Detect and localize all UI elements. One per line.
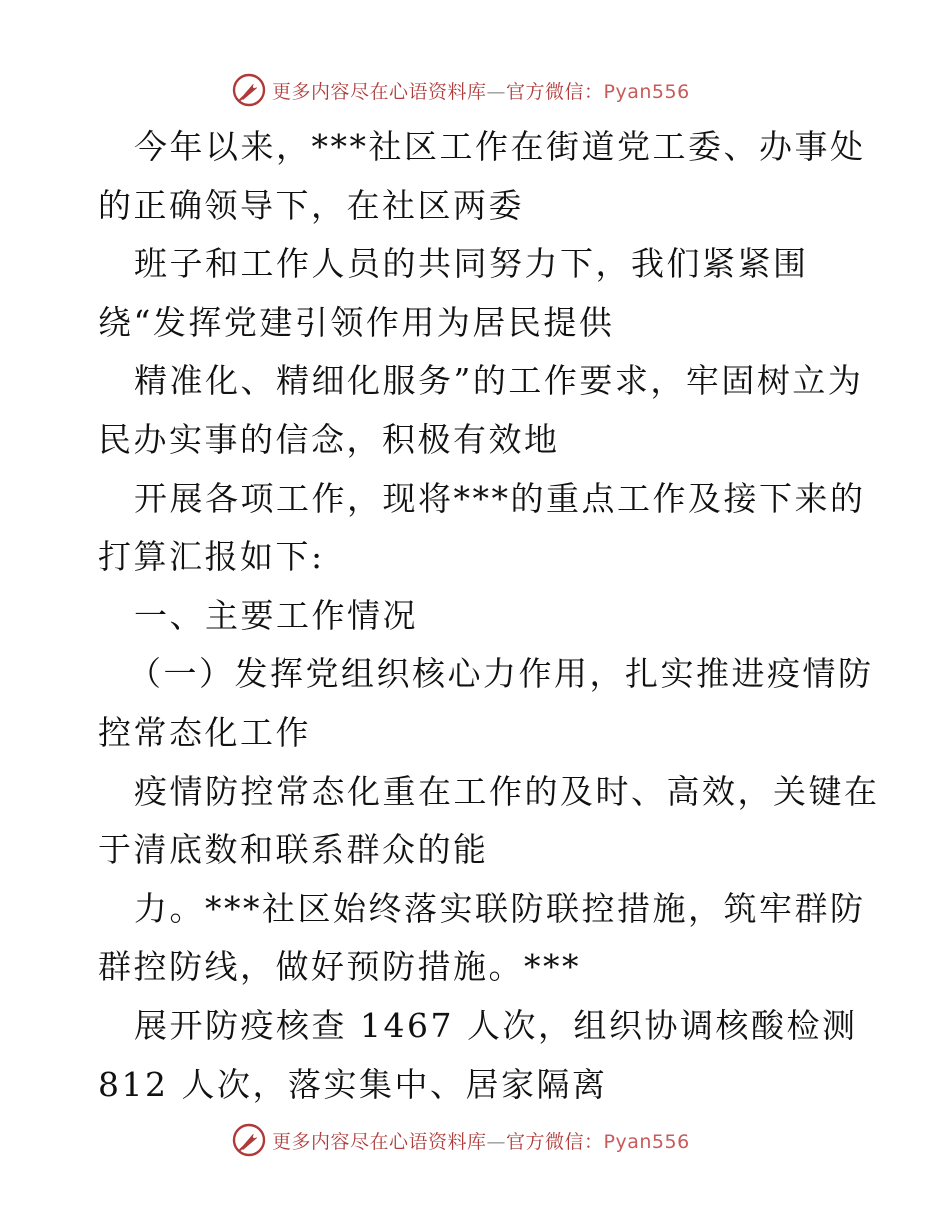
body-line: 今年以来，***社区工作在街道党工委、办事处 — [134, 127, 866, 166]
body-line: 控常态化工作 — [98, 712, 311, 752]
header-banner — [232, 70, 690, 110]
body-line: 812 人次，落实集中、居家隔离 — [98, 1064, 608, 1104]
subsection-heading: （一）发挥党组织核心力作用，扎实推进疫情防 — [128, 654, 874, 694]
pen-nib-logo-icon — [232, 73, 266, 107]
body-line: 的正确领导下，在社区两委 — [98, 185, 524, 225]
footer-banner — [232, 1120, 690, 1160]
body-line: 班子和工作人员的共同努力下，我们紧紧围 — [134, 244, 809, 284]
body-line: 疫情防控常态化重在工作的及时、高效，关键在 — [134, 771, 880, 811]
body-text — [98, 118, 880, 1114]
body-line: 群控防线，做好预防措施。*** — [98, 947, 581, 987]
body-line: 开展各项工作，现将***的重点工作及接下来的 — [134, 478, 866, 518]
body-line: 展开防疫核查 1467 人次，组织协调核酸检测 — [134, 1005, 858, 1045]
body-line: 精准化、精细化服务”的工作要求，牢固树立为 — [134, 361, 864, 401]
pen-nib-logo-icon — [232, 1123, 266, 1157]
section-heading: 一、主要工作情况 — [134, 595, 418, 635]
body-line: 力。***社区始终落实联防联控措施，筑牢群防 — [134, 888, 866, 928]
footer-banner-text: 更多内容尽在心语资料库—官方微信：Pyan556 — [272, 1130, 690, 1153]
body-line: 于清底数和联系群众的能 — [98, 830, 489, 870]
body-line: 绕“发挥党建引领作用为居民提供 — [98, 302, 615, 342]
body-line: 打算汇报如下: — [98, 537, 325, 577]
body-line: 民办实事的信念，积极有效地 — [98, 419, 560, 459]
header-banner-text: 更多内容尽在心语资料库—官方微信：Pyan556 — [272, 80, 690, 103]
